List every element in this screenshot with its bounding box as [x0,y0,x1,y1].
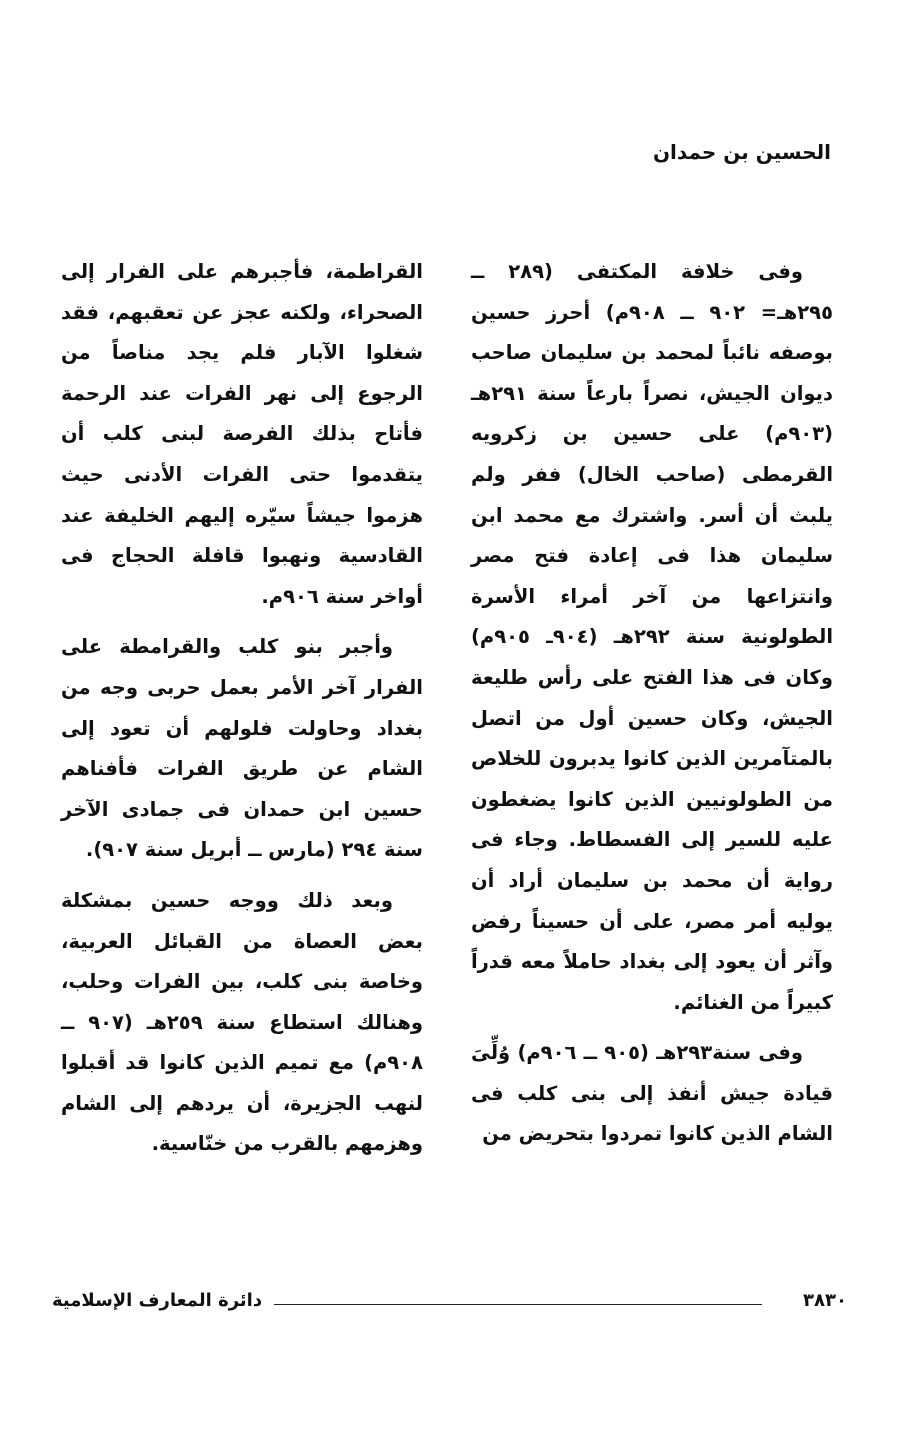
footer-rule [274,1304,762,1305]
page-number: ٣٨٣٠ [803,1290,847,1311]
page-footer [52,1290,847,1320]
journal-title: دائرة المعارف الإسلامية [52,1290,263,1311]
paragraph: وبعد ذلك ووجه حسين بمشكلة بعض العصاة من القبائل العربية، وخاصة بنى كلب، بين الفرات وحلب، وهنالك استطاع سنة ٢٥٩هـ (٩٠٧ ــ ٩٠٨م) مع تميم الذين كانوا قد أقبلوا لنهب الجزيرة، أن يردهم إلى الشام وهزمهم بالقرب من خنّاسية. [61,888,424,1156]
right-column [471,252,833,1165]
paragraph: وفى سنة٢٩٣هـ (٩٠٥ ــ ٩٠٦م) وُلِّىَ قيادة جيش أنفذ إلى بنى كلب فى الشام الذين كانوا تمردوا بتحريض من [471,1041,833,1146]
left-column [61,252,423,1175]
paragraph: وفى خلافة المكتفى (٢٨٩ ــ ٢٩٥هـ= ٩٠٢ ــ ٩٠٨م) أحرز حسين بوصفه نائباً لمحمد بن سليمان صاحب ديوان الجيش، نصراً بارعاً سنة ٢٩١هـ (٩٠٣م) على حسين بن زكرويه القرمطى (صاحب الخال) ففر ولم يلبث أن أسر. واشترك مع محمد ابن سليمان هذا فى إعادة فتح مصر وانتزاعها من آخر أمراء الأسرة الطولونية سنة ٢٩٢هـ (٩٠٤ـ ٩٠٥م) وكان فى هذا الفتح على رأس طليعة الجيش، وكان حسين أول من اتصل بالمتآمرين الذين كانوا يدبرون للخلاص من الطولونيين الذين كانوا يضغطون عليه للسير إلى الفسطاط. وجاء فى رواية أن محمد بن سليمان أراد أن يوليه أمر مصر، على أن حسيناً رفض وآثر أن يعود إلى بغداد حاملاً معه قدراً كبيراً من الغنائم. [471,260,833,1014]
running-title: الحسين بن حمدان [652,140,831,164]
paragraph: وأجبر بنو كلب والقرامطة على الفرار آخر الأمر بعمل حربى وجه من بغداد وحاولت فلولهم أن تعود إلى الشام عن طريق الفرات فأفناهم حسين ابن حمدان فى جمادى الآخر سنة ٢٩٤ (مارس ــ أبريل سنة ٩٠٧). [61,635,423,862]
paragraph: القراطمة، فأجبرهم على الفرار إلى الصحراء، ولكنه عجز عن تعقبهم، فقد شغلوا الآبار فلم يجد مناصاً من الرجوع إلى نهر الفرات عند الرحمة فأتاح بذلك الفرصة لبنى كلب أن يتقدموا حتى الفرات الأدنى حيث هزموا جيشاً سيّره إليهم الخليفة عند القادسية ونهبوا قافلة الحجاج فى أواخر سنة ٩٠٦م. [61,260,423,608]
